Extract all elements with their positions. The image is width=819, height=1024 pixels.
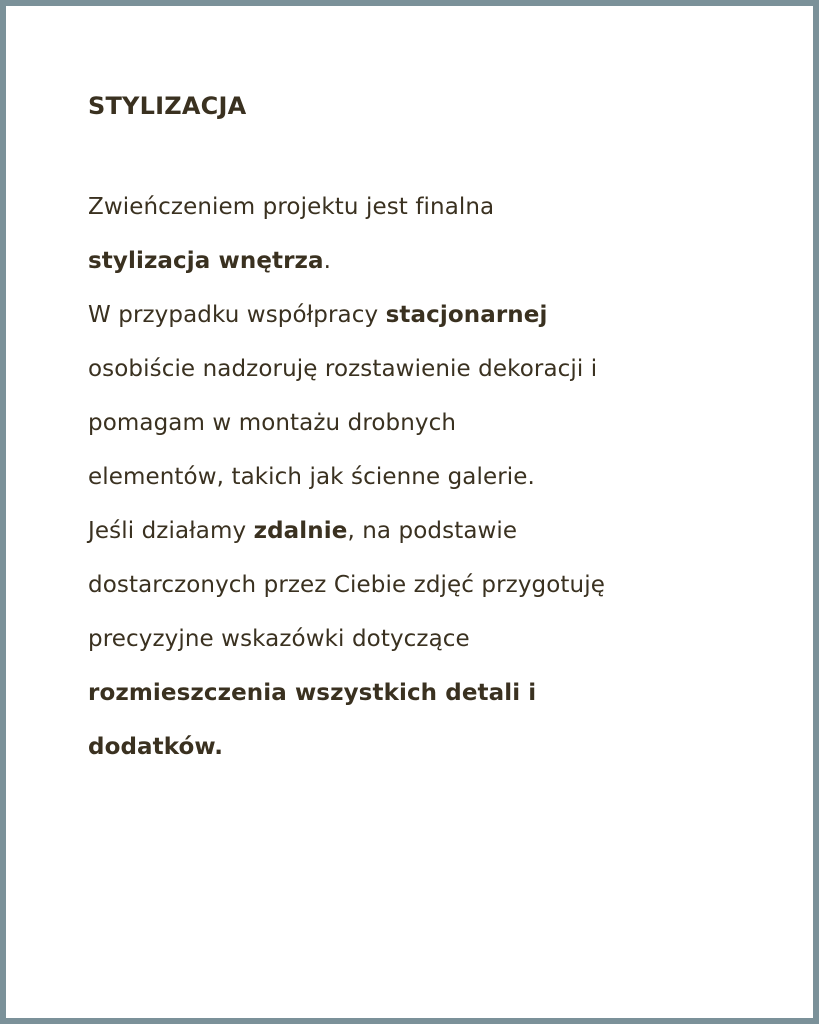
text-line <box>88 234 778 288</box>
text-segment: dostarczonych przez Ciebie zdjęć przygotuję <box>88 572 605 598</box>
text-segment: osobiście nadzoruję rozstawienie dekoracji i <box>88 356 598 382</box>
bold-text-segment: zdalnie <box>253 518 348 544</box>
text-line <box>88 666 778 720</box>
text-line <box>88 558 778 612</box>
description-paragraph <box>88 180 778 774</box>
content-block <box>88 86 778 774</box>
text-line <box>88 450 778 504</box>
text-segment: . <box>323 248 332 274</box>
text-line <box>88 180 778 234</box>
text-segment: pomagam w montażu drobnych <box>88 410 457 436</box>
text-segment: Jeśli działamy <box>88 518 254 544</box>
text-segment: Zwieńczeniem projektu jest finalna <box>88 194 495 220</box>
text-segment: elementów, takich jak ścienne galerie. <box>88 464 535 490</box>
bold-text-segment: stylizacja wnętrza <box>88 248 324 274</box>
text-line <box>88 612 778 666</box>
bold-text-segment: stacjonarnej <box>385 302 548 328</box>
text-segment: W przypadku współpracy <box>88 302 386 328</box>
bold-text-segment: rozmieszczenia wszystkich detali i <box>88 680 537 706</box>
text-line <box>88 720 778 774</box>
page-title: STYLIZACJA <box>88 92 247 120</box>
text-line <box>88 288 778 342</box>
text-segment: , na podstawie <box>347 518 518 544</box>
bold-text-segment: dodatków. <box>88 734 224 760</box>
text-line <box>88 504 778 558</box>
text-line <box>88 342 778 396</box>
text-segment: precyzyjne wskazówki dotyczące <box>88 626 470 652</box>
text-line <box>88 396 778 450</box>
